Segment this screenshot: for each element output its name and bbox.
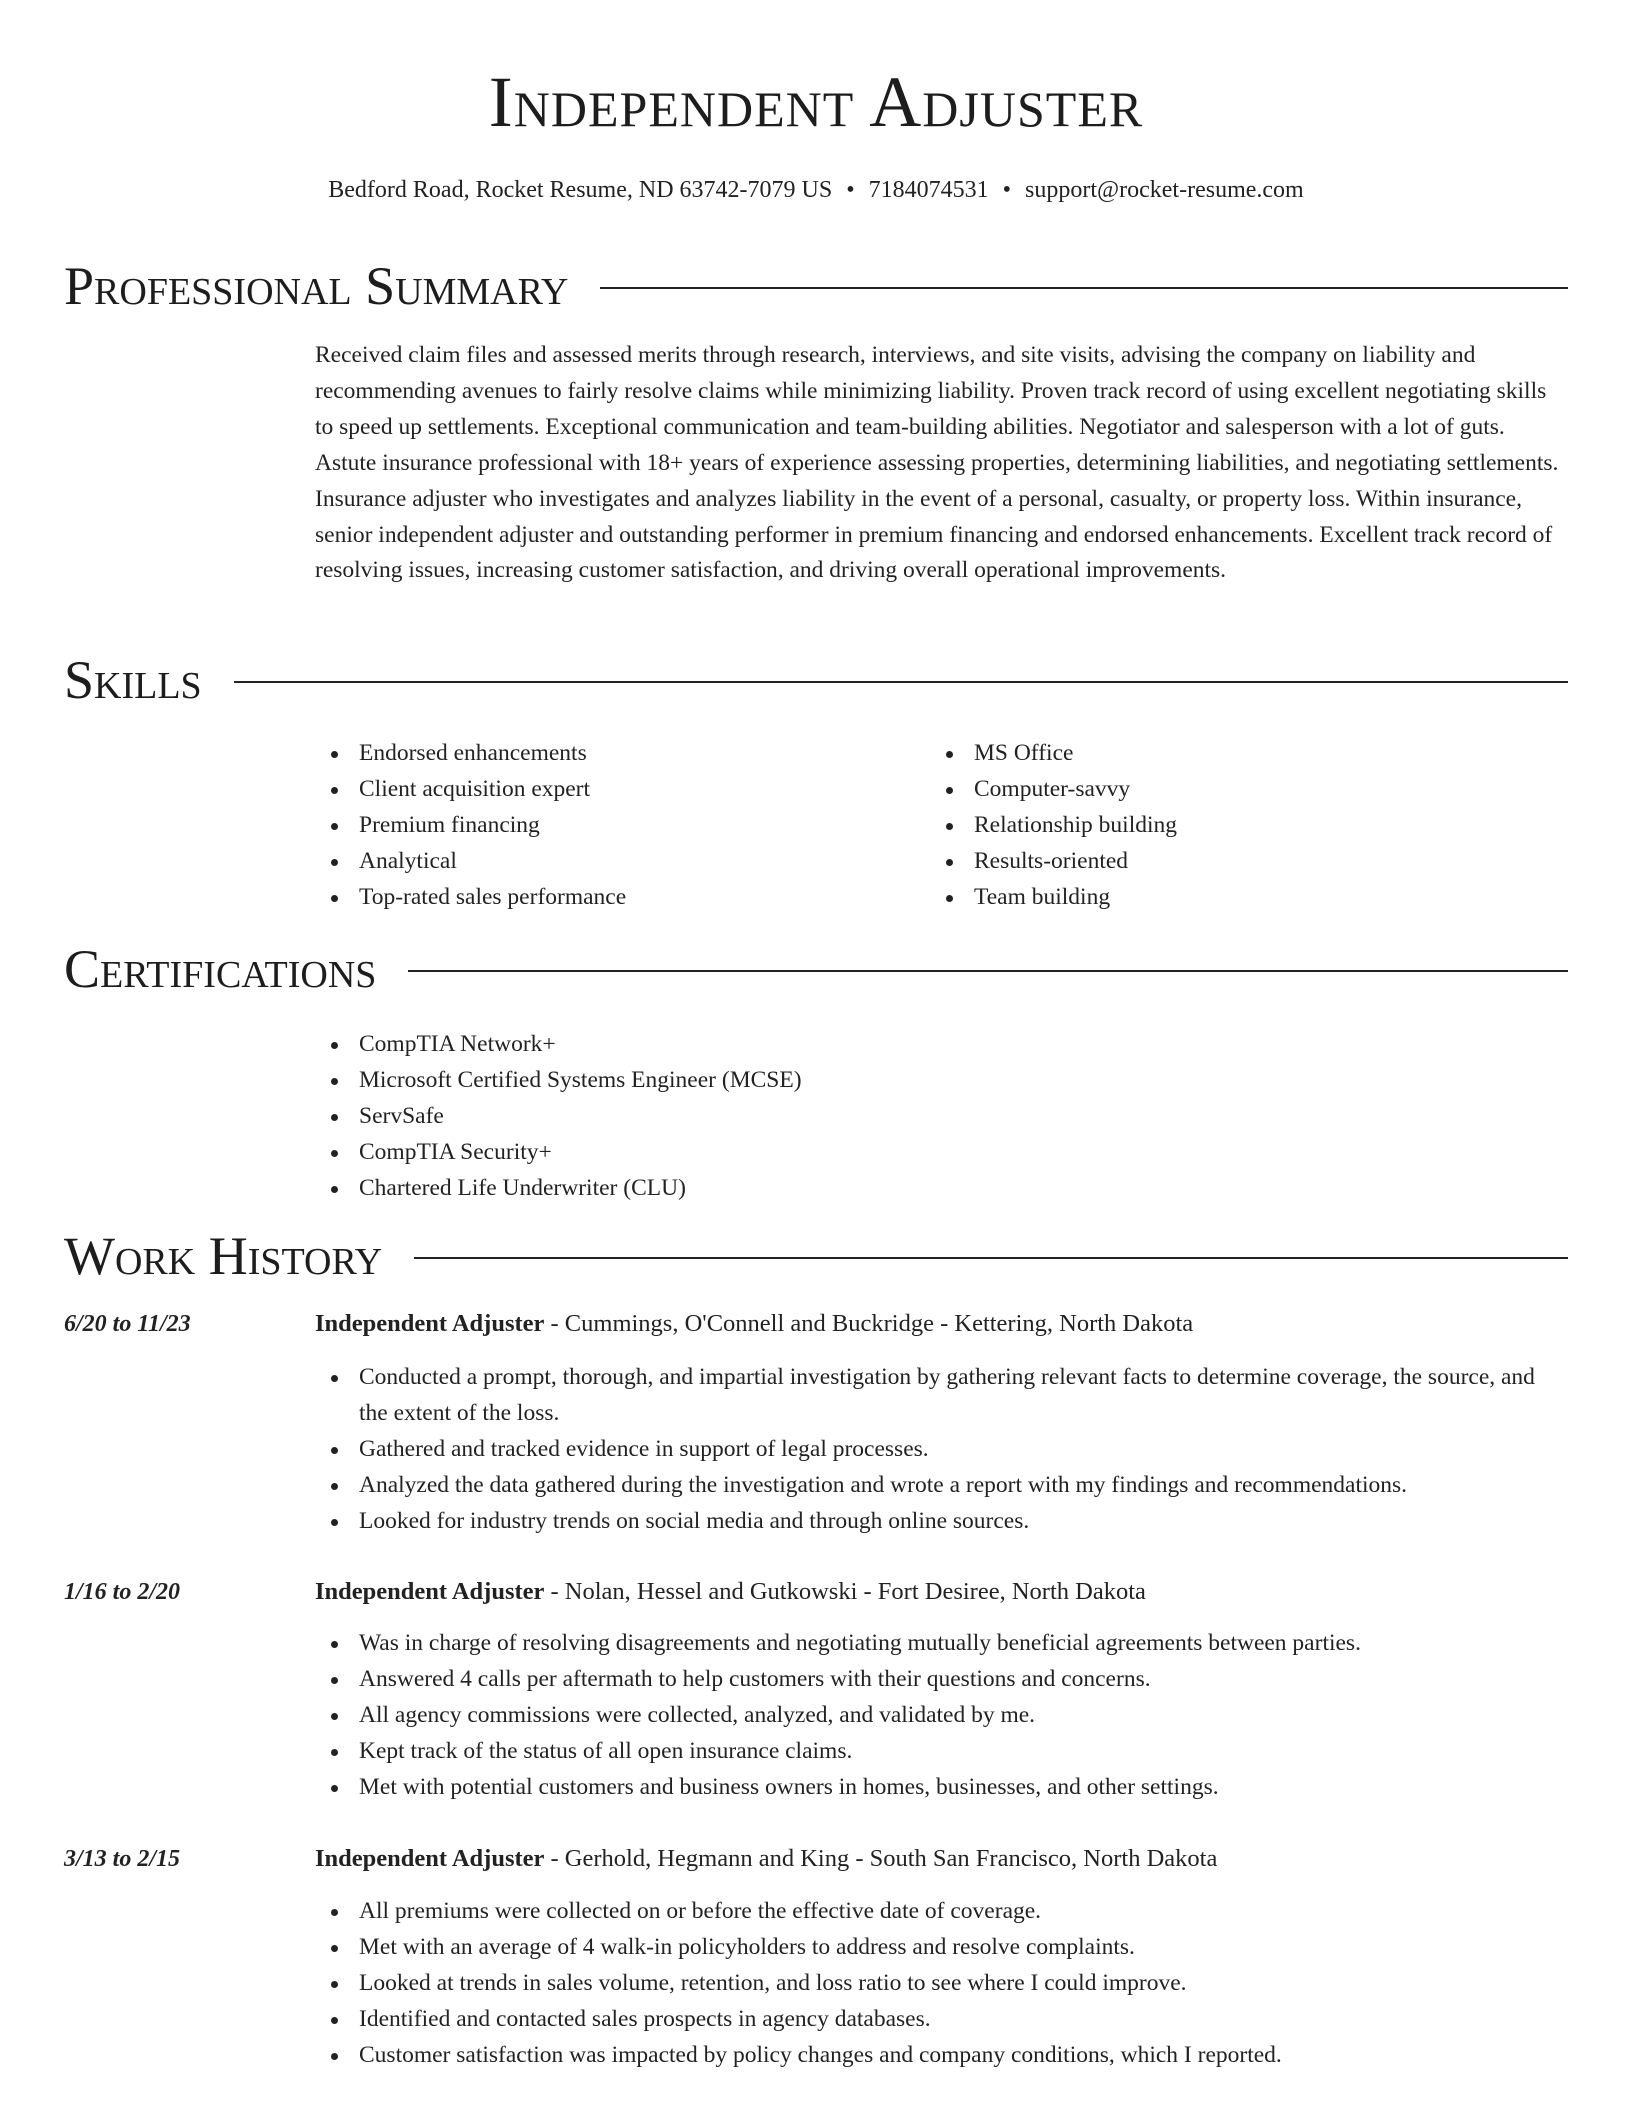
job-bullet: Conducted a prompt, thorough, and impartial investigation by gathering relevant facts to determine coverage, the source, and the extent of the loss. <box>315 1359 1568 1431</box>
job-bullet: Met with potential customers and business owners in homes, businesses, and other settings. <box>315 1769 1568 1805</box>
job-bullet: Kept track of the status of all open insurance claims. <box>315 1733 1568 1769</box>
job-bullet: Analyzed the data gathered during the investigation and wrote a report with my findings and recommendations. <box>315 1467 1568 1503</box>
certification-item: ServSafe <box>315 1098 1568 1134</box>
job-bullets <box>315 1893 1568 2073</box>
candidate-name: Independent Adjuster <box>488 62 1144 142</box>
section-title-work-history: Work History <box>64 1226 383 1286</box>
section-divider <box>600 287 1568 289</box>
certification-item: CompTIA Network+ <box>315 1026 1568 1062</box>
skills-list-right <box>930 735 1530 915</box>
job-company-location: - Cummings, O'Connell and Buckridge - Kettering, North Dakota <box>544 1310 1194 1337</box>
section-divider <box>414 1257 1568 1259</box>
contact-separator: • <box>846 177 855 203</box>
section-header-certifications <box>64 939 1568 999</box>
contact-email: support@rocket-resume.com <box>1025 177 1304 203</box>
section-header-summary <box>64 256 1568 316</box>
job-role: Independent Adjuster <box>315 1845 545 1872</box>
job-dates: 3/13 to 2/15 <box>64 1846 181 1872</box>
job-bullet: Answered 4 calls per aftermath to help customers with their questions and concerns. <box>315 1661 1568 1697</box>
job-role: Independent Adjuster <box>315 1578 545 1605</box>
section-header-work-history <box>64 1226 1568 1286</box>
certification-item: CompTIA Security+ <box>315 1134 1568 1170</box>
skill-item: Top-rated sales performance <box>315 879 915 915</box>
job-role: Independent Adjuster <box>315 1310 545 1337</box>
section-divider <box>234 681 1568 683</box>
skill-item: Relationship building <box>930 807 1530 843</box>
section-title-summary: Professional Summary <box>64 256 569 316</box>
job-company-location: - Gerhold, Hegmann and King - South San Francisco, North Dakota <box>544 1845 1218 1872</box>
section-title-certifications: Certifications <box>64 939 377 999</box>
skill-item: Team building <box>930 879 1530 915</box>
job-heading <box>315 1575 1146 1609</box>
skill-item: Premium financing <box>315 807 915 843</box>
section-divider <box>408 970 1568 972</box>
job-company-location: - Nolan, Hessel and Gutkowski - Fort Desiree, North Dakota <box>544 1578 1146 1605</box>
section-header-skills <box>64 650 1568 710</box>
section-title-skills: Skills <box>64 650 202 710</box>
certifications-list <box>315 1026 1568 1206</box>
job-dates: 1/16 to 2/20 <box>64 1579 181 1605</box>
job-bullets <box>315 1625 1568 1805</box>
job-bullet: Looked at trends in sales volume, retention, and loss ratio to see where I could improve. <box>315 1965 1568 2001</box>
job-bullet: All premiums were collected on or before the effective date of coverage. <box>315 1893 1568 1929</box>
skills-list-left <box>315 735 915 915</box>
summary-text: Received claim files and assessed merits through research, interviews, and site visits, advising the company on liability and recommending avenues to fairly resolve claims while minimizing liability. Proven track record of using excellent negotiating skills to speed up settlements. Exceptional communication and team-building abilities. Negotiator and salesperson with a lot of guts. Astute insurance professional with 18+ years of experience assessing properties, determining liabilities, and negotiating settlements. Insurance adjuster who investigates and analyzes liability in the event of a personal, casualty, or property loss. Within insurance, senior independent adjuster and outstanding performer in premium financing and endorsed enhancements. Excellent track record of resolving issues, increasing customer satisfaction, and driving overall operational improvements. <box>315 342 1559 584</box>
job-heading <box>315 1307 1193 1341</box>
skill-item: Client acquisition expert <box>315 771 915 807</box>
contact-phone: 7184074531 <box>868 177 989 203</box>
skill-item: Analytical <box>315 843 915 879</box>
job-bullet: Gathered and tracked evidence in support of legal processes. <box>315 1431 1568 1467</box>
certification-item: Chartered Life Underwriter (CLU) <box>315 1170 1568 1206</box>
contact-address: Bedford Road, Rocket Resume, ND 63742-7079 US <box>328 177 833 203</box>
job-dates: 6/20 to 11/23 <box>64 1311 191 1337</box>
job-heading <box>315 1842 1217 1876</box>
job-bullet: All agency commissions were collected, analyzed, and validated by me. <box>315 1697 1568 1733</box>
skill-item: Endorsed enhancements <box>315 735 915 771</box>
job-bullet: Customer satisfaction was impacted by policy changes and company conditions, which I reported. <box>315 2037 1568 2073</box>
job-bullet: Looked for industry trends on social media and through online sources. <box>315 1503 1568 1539</box>
contact-separator: • <box>1002 177 1012 203</box>
job-bullet: Met with an average of 4 walk-in policyholders to address and resolve complaints. <box>315 1929 1568 1965</box>
job-bullets <box>315 1359 1568 1539</box>
job-bullet: Identified and contacted sales prospects in agency databases. <box>315 2001 1568 2037</box>
job-bullet: Was in charge of resolving disagreements and negotiating mutually beneficial agreements between parties. <box>315 1625 1568 1661</box>
certification-item: Microsoft Certified Systems Engineer (MCSE) <box>315 1062 1568 1098</box>
contact-line <box>64 174 1568 206</box>
skill-item: MS Office <box>930 735 1530 771</box>
skill-item: Results-oriented <box>930 843 1530 879</box>
skill-item: Computer-savvy <box>930 771 1530 807</box>
